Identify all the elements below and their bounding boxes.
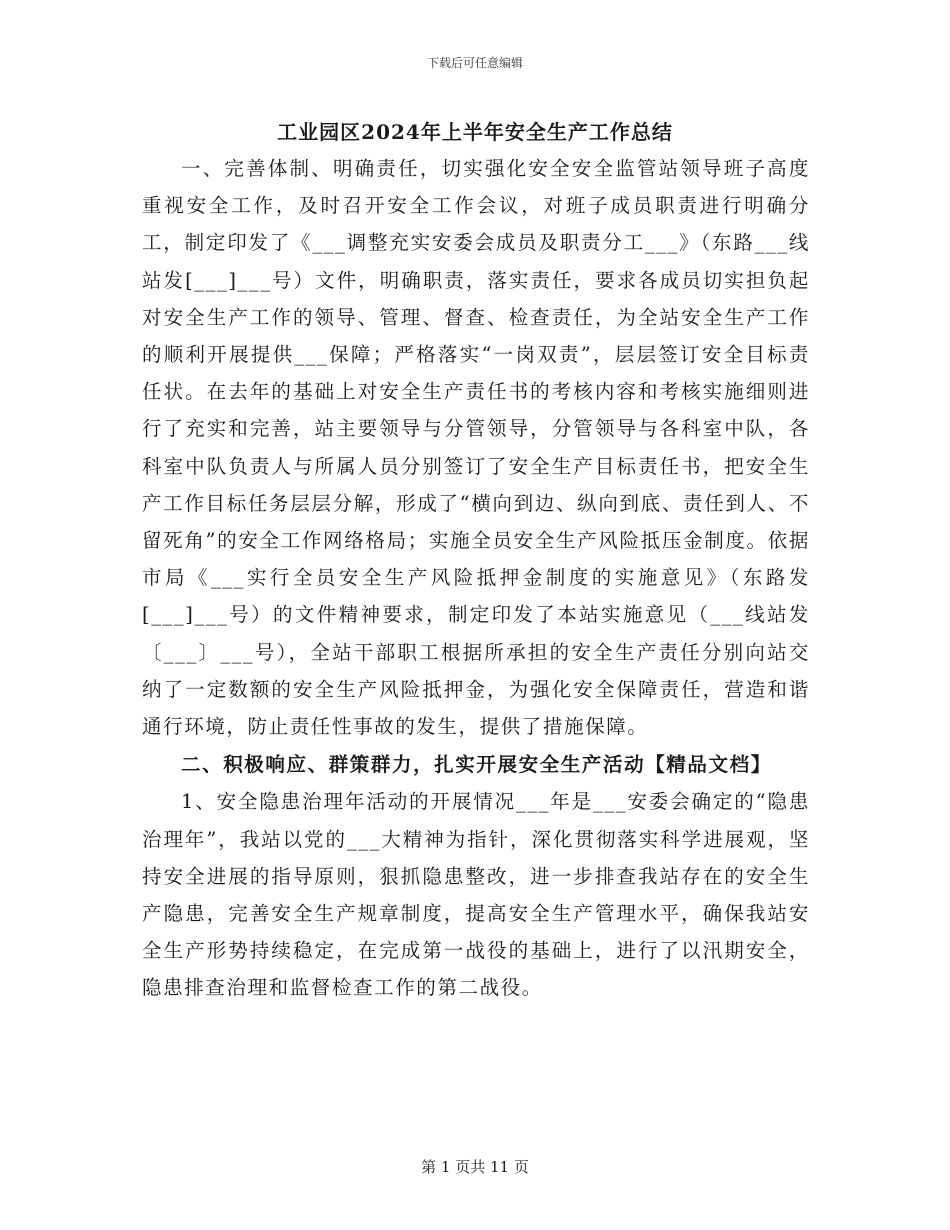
paragraph-section-2-item-1: 1、安全隐患治理年活动的开展情况___年是___安委会确定的“隐患治理年”，我站以党的___大精神为指针，深化贯彻落实科学进展观，坚持安全进展的指导原则，狠抓隐患整改，进一步排查我站存在的安全生产隐患，完善安全生产规章制度，提高安全生产管理水平，确保我站安全生产形势持续稳定，在完成第一战役的基础上，进行了以汛期安全，隐患排查治理和监督检查工作的第二战役。 [142,790,810,1000]
paragraph-section-1: 一、完善体制、明确责任，切实强化安全安全监管站领导班子高度重视安全工作，及时召开安全工作会议，对班子成员职责进行明确分工，制定印发了《___调整充实安委会成员及职责分工___》（东路___线站发[___]___号）文件，明确职责，落实责任，要求各成员切实担负起对安全生产工作的领导、管理、督查、检查责任，为全站安全生产工作的顺利开展提供___保障；严格落实“一岗双责”，层层签订安全目标责任状。在去年的基础上对安全生产责任书的考核内容和考核实施细则进行了充实和完善，站主要领导与分管领导，分管领导与各科室中队，各科室中队负责人与所属人员分别签订了安全生产目标责任书，把安全生产工作目标任务层层分解，形成了“横向到边、纵向到底、责任到人、不留死角”的安全工作网络格局；实施全员安全生产风险抵压金制度。依据市局《___实行全员安全生产风险抵押金制度的实施意见》（东路发[___]___号）的文件精神要求，制定印发了本站实施意见（___线站发〔___〕___号），全站干部职工根据所承担的安全生产责任分别向站交纳了一定数额的安全生产风险抵押金，为强化安全保障责任，营造和谐通行环境，防止责任性事故的发生，提供了措施保障。 [142,157,810,739]
section-heading-2: 二、积极响应、群策群力，扎实开展安全生产活动【精品文档】 [181,753,772,777]
page-number: 第 1 页共 11 页 [421,1158,529,1176]
page-title: 工业园区2024年上半年安全生产工作总结 [277,120,673,144]
document-body [142,150,810,1007]
header-note: 下载后可任意编辑 [426,56,523,70]
